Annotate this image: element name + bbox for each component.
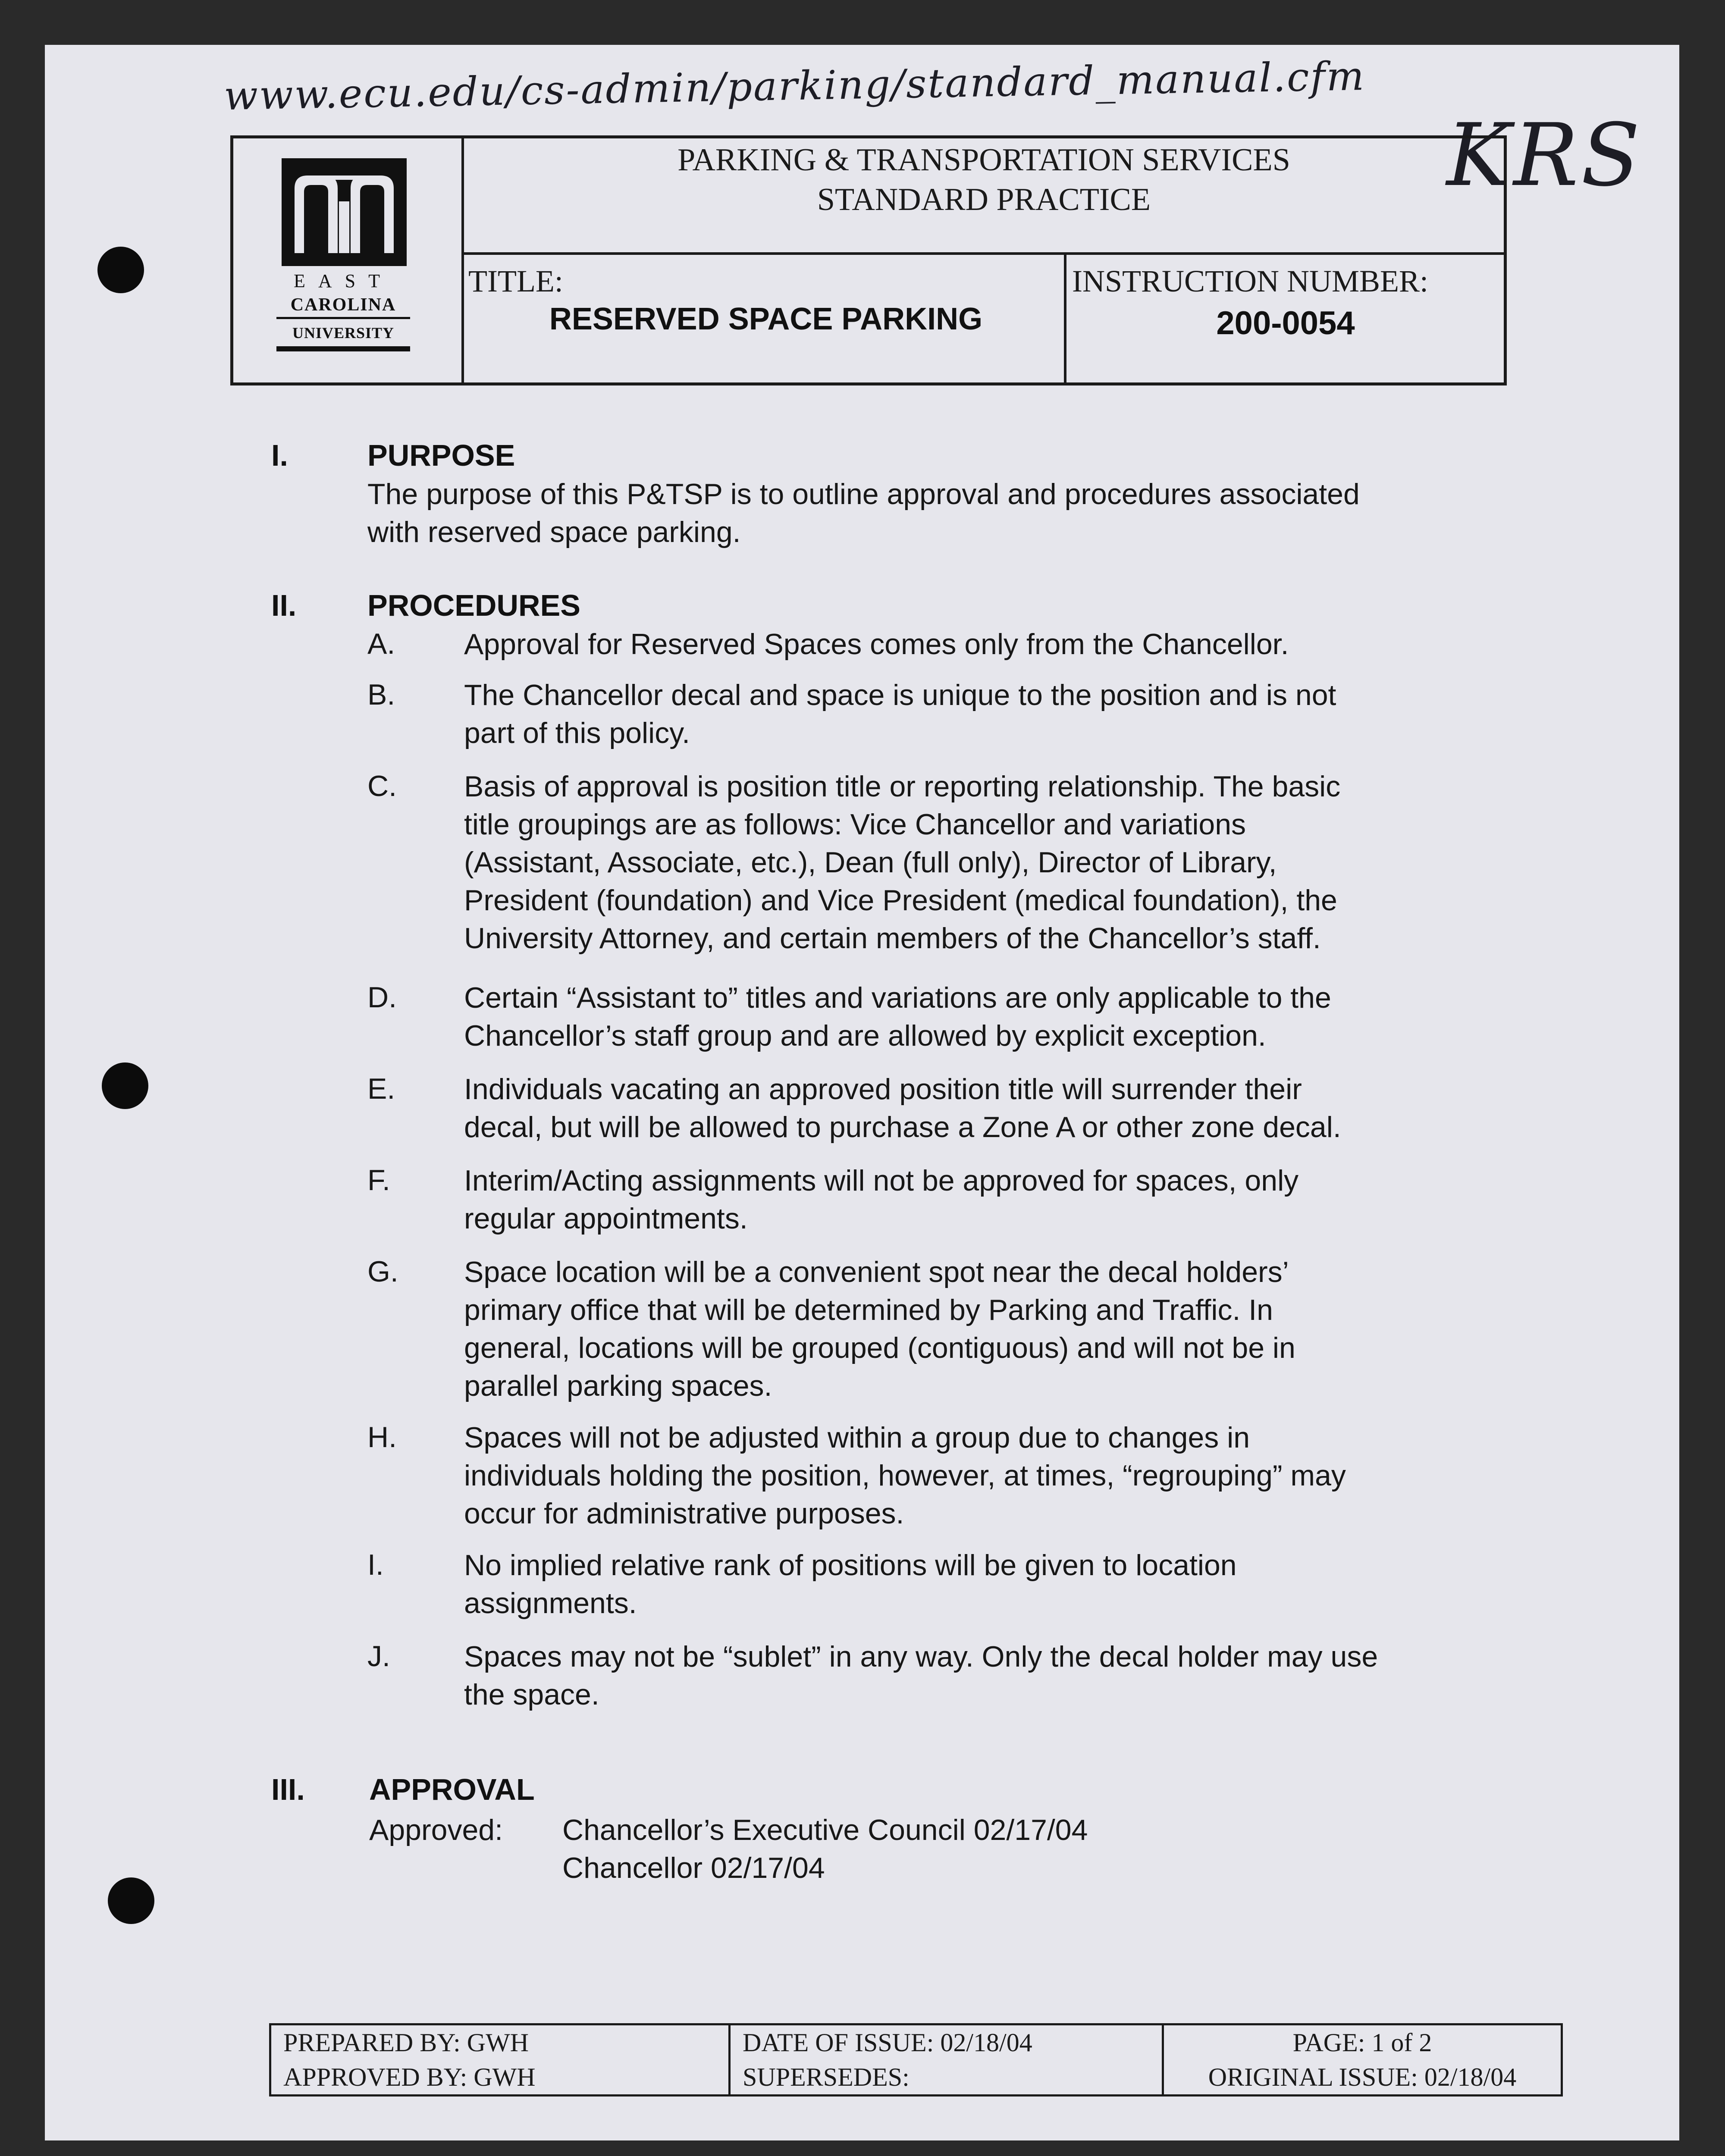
- procedure-line: regular appointments.: [464, 1202, 748, 1235]
- procedure-line: parallel parking spaces.: [464, 1369, 772, 1402]
- procedure-line: No implied relative rank of positions will be given to location: [464, 1549, 1237, 1582]
- section-number-procedures: II.: [271, 589, 297, 622]
- procedure-text-f: [464, 1162, 1508, 1238]
- procedure-letter-c: C.: [367, 770, 397, 802]
- header-divider: [1064, 252, 1066, 384]
- prepared-by: PREPARED BY: GWH: [283, 2028, 529, 2057]
- procedure-line: Spaces will not be adjusted within a group due to changes in: [464, 1421, 1250, 1454]
- procedure-text-a: [464, 625, 1508, 663]
- procedure-line: Basis of approval is position title or reporting relationship. The basic: [464, 770, 1341, 803]
- procedure-line: (Assistant, Associate, etc.), Dean (full only), Director of Library,: [464, 846, 1277, 879]
- approval-text: [562, 1811, 1088, 1887]
- purpose-line: with reserved space parking.: [367, 516, 741, 548]
- university-logo-icon: [282, 158, 407, 266]
- procedure-letter-e: E.: [367, 1072, 395, 1105]
- footer-prepared-cell: [271, 2025, 731, 2094]
- document-title: RESERVED SPACE PARKING: [549, 302, 983, 336]
- instruction-number-label: INSTRUCTION NUMBER:: [1072, 264, 1429, 298]
- procedure-line: title groupings are as follows: Vice Chancellor and variations: [464, 808, 1246, 841]
- procedure-line: Individuals vacating an approved position title will surrender their: [464, 1073, 1302, 1106]
- approval-line: Chancellor 02/17/04: [562, 1852, 825, 1884]
- procedure-line: assignments.: [464, 1587, 637, 1620]
- instruction-number: 200-0054: [1216, 305, 1355, 342]
- procedure-line: University Attorney, and certain members of the Chancellor’s staff.: [464, 922, 1321, 955]
- header-table: [230, 135, 1507, 385]
- procedure-line: Space location will be a convenient spot near the decal holders’: [464, 1256, 1289, 1288]
- supersedes: SUPERSEDES:: [743, 2063, 910, 2091]
- handwritten-initials: KRS: [1446, 105, 1643, 206]
- org-name: PARKING & TRANSPORTATION SERVICES: [677, 142, 1290, 178]
- org-subtitle: STANDARD PRACTICE: [817, 182, 1151, 217]
- procedure-text-c: [464, 768, 1508, 957]
- procedure-text-b: [464, 676, 1508, 752]
- procedure-letter-b: B.: [367, 678, 395, 711]
- procedure-letter-i: I.: [367, 1548, 384, 1581]
- document-page: [45, 45, 1679, 2140]
- procedure-line: part of this policy.: [464, 717, 690, 749]
- section-heading-approval: APPROVAL: [369, 1773, 535, 1806]
- procedure-line: decal, but will be allowed to purchase a Zone A or other zone decal.: [464, 1111, 1341, 1144]
- logo-university: UNIVERSITY: [276, 324, 410, 351]
- date-of-issue: DATE OF ISSUE: 02/18/04: [743, 2028, 1032, 2057]
- procedure-letter-a: A.: [367, 627, 395, 660]
- binder-hole-top: [97, 247, 144, 293]
- procedure-line: the space.: [464, 1678, 599, 1711]
- procedure-letter-h: H.: [367, 1421, 397, 1454]
- procedure-line: individuals holding the position, however, at times, “regrouping” may: [464, 1459, 1346, 1492]
- section-number-approval: III.: [271, 1773, 305, 1806]
- procedure-letter-g: G.: [367, 1255, 398, 1288]
- logo-carolina: CAROLINA: [276, 295, 410, 319]
- section-number-purpose: I.: [271, 439, 288, 472]
- procedure-line: The Chancellor decal and space is unique to the position and is not: [464, 679, 1336, 711]
- procedure-line: Spaces may not be “sublet” in any way. Only the decal holder may use: [464, 1640, 1378, 1673]
- page-number: PAGE: 1 of 2: [1292, 2028, 1432, 2057]
- procedure-line: Certain “Assistant to” titles and variations are only applicable to the: [464, 981, 1331, 1014]
- footer-issue-cell: [731, 2025, 1164, 2094]
- original-issue: ORIGINAL ISSUE: 02/18/04: [1208, 2063, 1517, 2091]
- binder-hole-bottom: [108, 1877, 154, 1924]
- procedure-letter-j: J.: [367, 1640, 390, 1673]
- procedure-text-h: [464, 1419, 1508, 1532]
- purpose-text: [367, 475, 1360, 551]
- procedure-line: President (foundation) and Vice President (medical foundation), the: [464, 884, 1337, 917]
- title-label: TITLE:: [468, 264, 563, 298]
- approved-by: APPROVED BY: GWH: [283, 2063, 536, 2091]
- procedure-line: general, locations will be grouped (contiguous) and will not be in: [464, 1332, 1295, 1364]
- procedure-text-d: [464, 979, 1508, 1055]
- procedure-line: Chancellor’s staff group and are allowed by explicit exception.: [464, 1019, 1266, 1052]
- handwritten-url: www.ecu.edu/cs-admin/parking/standard_manual.cfm: [223, 53, 1366, 119]
- procedure-line: occur for administrative purposes.: [464, 1497, 904, 1530]
- binder-hole-middle: [102, 1062, 148, 1109]
- procedure-line: primary office that will be determined by Parking and Traffic. In: [464, 1294, 1273, 1326]
- approval-line: Chancellor’s Executive Council 02/17/04: [562, 1814, 1088, 1846]
- procedure-text-e: [464, 1070, 1508, 1146]
- org-title-block: [464, 138, 1504, 255]
- footer-page-cell: [1164, 2025, 1561, 2094]
- procedure-line: Interim/Acting assignments will not be approved for spaces, only: [464, 1164, 1299, 1197]
- procedure-line: Approval for Reserved Spaces comes only from the Chancellor.: [464, 628, 1289, 661]
- procedure-text-j: [464, 1638, 1508, 1714]
- procedure-text-g: [464, 1253, 1508, 1405]
- procedure-letter-f: F.: [367, 1164, 390, 1197]
- section-heading-procedures: PROCEDURES: [367, 589, 580, 622]
- logo-cell: [233, 138, 464, 382]
- logo-east: EAST: [294, 270, 393, 291]
- footer-table: [269, 2023, 1563, 2096]
- procedure-letter-d: D.: [367, 981, 397, 1014]
- section-heading-purpose: PURPOSE: [367, 439, 515, 472]
- purpose-line: The purpose of this P&TSP is to outline approval and procedures associated: [367, 478, 1360, 511]
- approval-label: Approved:: [369, 1814, 503, 1846]
- procedure-text-i: [464, 1546, 1508, 1622]
